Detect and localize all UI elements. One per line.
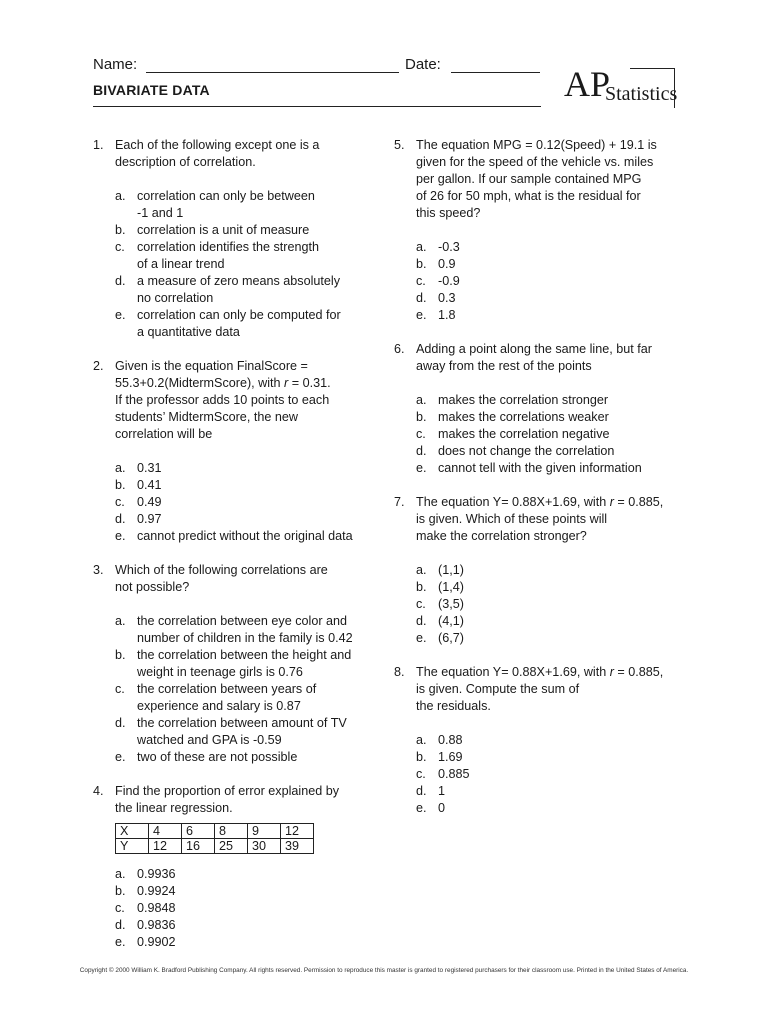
question-text: Which of the following correlations are not possible? [115, 563, 328, 594]
table-cell: 12 [281, 824, 314, 839]
choice-list [416, 392, 694, 477]
choice-item [416, 290, 694, 307]
question-text: Given is the equation FinalScore = 55.3+0.2(MidtermScore), with r = 0.31. If the professor adds 10 points to each students’ MidtermScore, the new correlation will be [115, 359, 331, 441]
question-8 [394, 664, 694, 817]
choice-text: the correlation between the height and weight in teenage girls is 0.76 [137, 648, 352, 679]
question-text: Find the proportion of error explained by the linear regression. [115, 784, 340, 815]
choice-letter: c. [416, 597, 426, 611]
choice-letter: a. [115, 867, 126, 881]
choice-text: 0.88 [438, 733, 463, 747]
choice-item [416, 766, 694, 783]
choice-text: makes the correlations weaker [438, 410, 609, 424]
choice-text: makes the correlation negative [438, 427, 610, 441]
choice-letter: b. [416, 257, 427, 271]
choice-text: (1,4) [438, 580, 464, 594]
title-underline [93, 106, 541, 107]
choice-list [416, 239, 694, 324]
choice-item [115, 715, 383, 749]
choice-letter: c. [115, 495, 125, 509]
question-6 [394, 341, 694, 477]
name-label: Name: [93, 56, 138, 73]
choice-text: -0.3 [438, 240, 460, 254]
choice-letter: a. [115, 461, 126, 475]
choice-letter: e. [115, 308, 126, 322]
choice-item [115, 222, 383, 239]
choice-letter: d. [416, 614, 427, 628]
choice-letter: d. [115, 716, 126, 730]
choice-list [115, 188, 383, 341]
choice-letter: c. [416, 274, 426, 288]
choice-letter: e. [416, 308, 427, 322]
choice-item [115, 866, 383, 883]
choice-text: 1.69 [438, 750, 463, 764]
choice-item [416, 239, 694, 256]
table-row-y [116, 839, 314, 854]
left-column [93, 137, 383, 951]
choice-item [115, 917, 383, 934]
choice-text: 0 [438, 801, 446, 815]
choice-list [416, 732, 694, 817]
table-cell: 9 [248, 824, 281, 839]
choice-letter: c. [115, 682, 125, 696]
table-cell: 16 [182, 839, 215, 854]
choice-letter: e. [416, 801, 427, 815]
choice-list [416, 562, 694, 647]
choice-letter: d. [115, 512, 126, 526]
logo-statistics-text: Statistics [605, 83, 678, 105]
choice-item [416, 460, 694, 477]
table-cell: 25 [215, 839, 248, 854]
choice-text: 0.3 [438, 291, 456, 305]
choice-item [416, 630, 694, 647]
choice-letter: e. [416, 461, 427, 475]
choice-letter: b. [115, 223, 126, 237]
choice-text: 0.9936 [137, 867, 176, 881]
choice-item [416, 800, 694, 817]
choice-item [416, 579, 694, 596]
statistic-r: r [609, 495, 614, 509]
choice-text: (3,5) [438, 597, 464, 611]
choice-item [416, 273, 694, 290]
choice-item [115, 273, 383, 307]
choice-text: correlation can only be computed for a quantitative data [137, 308, 341, 339]
choice-letter: b. [115, 648, 126, 662]
choice-item [416, 732, 694, 749]
choice-text: 0.9924 [137, 884, 176, 898]
choice-letter: e. [416, 631, 427, 645]
choice-item [115, 239, 383, 273]
choice-item [115, 307, 383, 341]
question-number: 7. [394, 495, 405, 509]
question-2 [93, 358, 383, 545]
table-cell: 30 [248, 839, 281, 854]
choice-letter: c. [115, 901, 125, 915]
choice-item [115, 934, 383, 951]
logo-top-rule [630, 68, 675, 69]
choice-letter: d. [416, 444, 427, 458]
choice-letter: c. [416, 427, 426, 441]
xy-data-table [115, 823, 314, 854]
choice-list [115, 613, 383, 766]
choice-item [115, 613, 383, 647]
choice-letter: d. [115, 274, 126, 288]
question-text: The equation MPG = 0.12(Speed) + 19.1 is given for the speed of the vehicle vs. miles per gallon. If our sample contained MPG of 26 for 50 mph, what is the residual for this speed? [416, 138, 657, 220]
table-cell: 4 [149, 824, 182, 839]
choice-item [115, 749, 383, 766]
question-1 [93, 137, 383, 341]
choice-letter: c. [115, 240, 125, 254]
choice-item [416, 443, 694, 460]
choice-text: 0.49 [137, 495, 162, 509]
logo-ap-text: AP [564, 64, 611, 104]
worksheet-title: BIVARIATE DATA [93, 82, 210, 98]
choice-list [115, 460, 383, 545]
choice-item [115, 681, 383, 715]
choice-text: 0.9902 [137, 935, 176, 949]
question-text: Each of the following except one is a description of correlation. [115, 138, 320, 169]
choice-item [416, 392, 694, 409]
choice-item [115, 511, 383, 528]
choice-item [416, 409, 694, 426]
question-text: The equation Y= 0.88X+1.69, with r = 0.885, is given. Compute the sum of the residuals. [416, 665, 664, 713]
table-cell: 8 [215, 824, 248, 839]
copyright-footer: Copyright © 2000 William K. Bradford Publishing Company. All rights reserved. Permission to reproduce this master is granted to registered purchasers for their classroom use. Printed in the United States of America. [79, 967, 689, 974]
question-number: 6. [394, 342, 405, 356]
question-number: 8. [394, 665, 405, 679]
choice-item [115, 883, 383, 900]
question-number: 4. [93, 784, 104, 798]
question-number: 2. [93, 359, 104, 373]
choice-text: 0.31 [137, 461, 162, 475]
choice-item [115, 188, 383, 222]
choice-text: (6,7) [438, 631, 464, 645]
choice-text: correlation identifies the strength of a linear trend [137, 240, 320, 271]
choice-letter: e. [115, 529, 126, 543]
choice-letter: c. [416, 767, 426, 781]
choice-list [115, 866, 383, 951]
choice-letter: b. [115, 478, 126, 492]
choice-text: 0.9848 [137, 901, 176, 915]
choice-text: cannot tell with the given information [438, 461, 642, 475]
choice-letter: a. [416, 733, 427, 747]
question-5 [394, 137, 694, 324]
choice-letter: a. [115, 189, 126, 203]
choice-letter: d. [416, 784, 427, 798]
choice-item [416, 307, 694, 324]
right-column [394, 137, 694, 817]
choice-letter: d. [115, 918, 126, 932]
choice-text: the correlation between amount of TV watched and GPA is -0.59 [137, 716, 347, 747]
choice-item [115, 528, 383, 545]
choice-text: 1.8 [438, 308, 456, 322]
choice-letter: b. [416, 410, 427, 424]
choice-text: correlation can only be between -1 and 1 [137, 189, 315, 220]
question-text: Adding a point along the same line, but far away from the rest of the points [416, 342, 652, 373]
choice-letter: e. [115, 750, 126, 764]
table-cell: Y [116, 839, 149, 854]
table-cell: 39 [281, 839, 314, 854]
choice-text: -0.9 [438, 274, 460, 288]
choice-item [416, 562, 694, 579]
choice-text: 0.41 [137, 478, 162, 492]
choice-letter: a. [416, 240, 427, 254]
choice-letter: b. [416, 750, 427, 764]
choice-text: (1,1) [438, 563, 464, 577]
choice-text: (4,1) [438, 614, 464, 628]
choice-text: makes the correlation stronger [438, 393, 609, 407]
choice-item [115, 477, 383, 494]
choice-item [416, 426, 694, 443]
table-cell: 6 [182, 824, 215, 839]
choice-item [115, 647, 383, 681]
choice-text: correlation is a unit of measure [137, 223, 310, 237]
choice-letter: e. [115, 935, 126, 949]
question-number: 1. [93, 138, 104, 152]
question-number: 3. [93, 563, 104, 577]
choice-item [416, 596, 694, 613]
choice-item [416, 256, 694, 273]
choice-text: does not change the correlation [438, 444, 615, 458]
question-4 [93, 783, 383, 951]
choice-text: 0.97 [137, 512, 162, 526]
logo-side-rule [674, 68, 675, 108]
choice-text: two of these are not possible [137, 750, 298, 764]
question-number: 5. [394, 138, 405, 152]
ap-statistics-logo [560, 64, 678, 108]
choice-letter: b. [115, 884, 126, 898]
choice-letter: b. [416, 580, 427, 594]
choice-item [416, 749, 694, 766]
choice-letter: d. [416, 291, 427, 305]
choice-letter: a. [416, 563, 427, 577]
choice-text: a measure of zero means absolutely no correlation [137, 274, 341, 305]
question-7 [394, 494, 694, 647]
statistic-r: r [284, 376, 289, 390]
statistic-r: r [609, 665, 614, 679]
choice-text: 0.9836 [137, 918, 176, 932]
name-line [146, 72, 399, 73]
choice-letter: a. [416, 393, 427, 407]
choice-item [416, 783, 694, 800]
choice-text: 0.9 [438, 257, 456, 271]
choice-text: 1 [438, 784, 446, 798]
question-text: The equation Y= 0.88X+1.69, with r = 0.885, is given. Which of these points will make the correlation stronger? [416, 495, 664, 543]
choice-item [416, 613, 694, 630]
choice-text: 0.885 [438, 767, 470, 781]
date-label: Date: [405, 56, 441, 73]
choice-item [115, 460, 383, 477]
choice-text: cannot predict without the original data [137, 529, 353, 543]
date-line [451, 72, 540, 73]
choice-text: the correlation between years of experience and salary is 0.87 [137, 682, 317, 713]
table-row-x [116, 824, 314, 839]
table-cell: 12 [149, 839, 182, 854]
table-cell: X [116, 824, 149, 839]
choice-item [115, 494, 383, 511]
choice-item [115, 900, 383, 917]
choice-letter: a. [115, 614, 126, 628]
question-3 [93, 562, 383, 766]
choice-text: the correlation between eye color and number of children in the family is 0.42 [137, 614, 353, 645]
